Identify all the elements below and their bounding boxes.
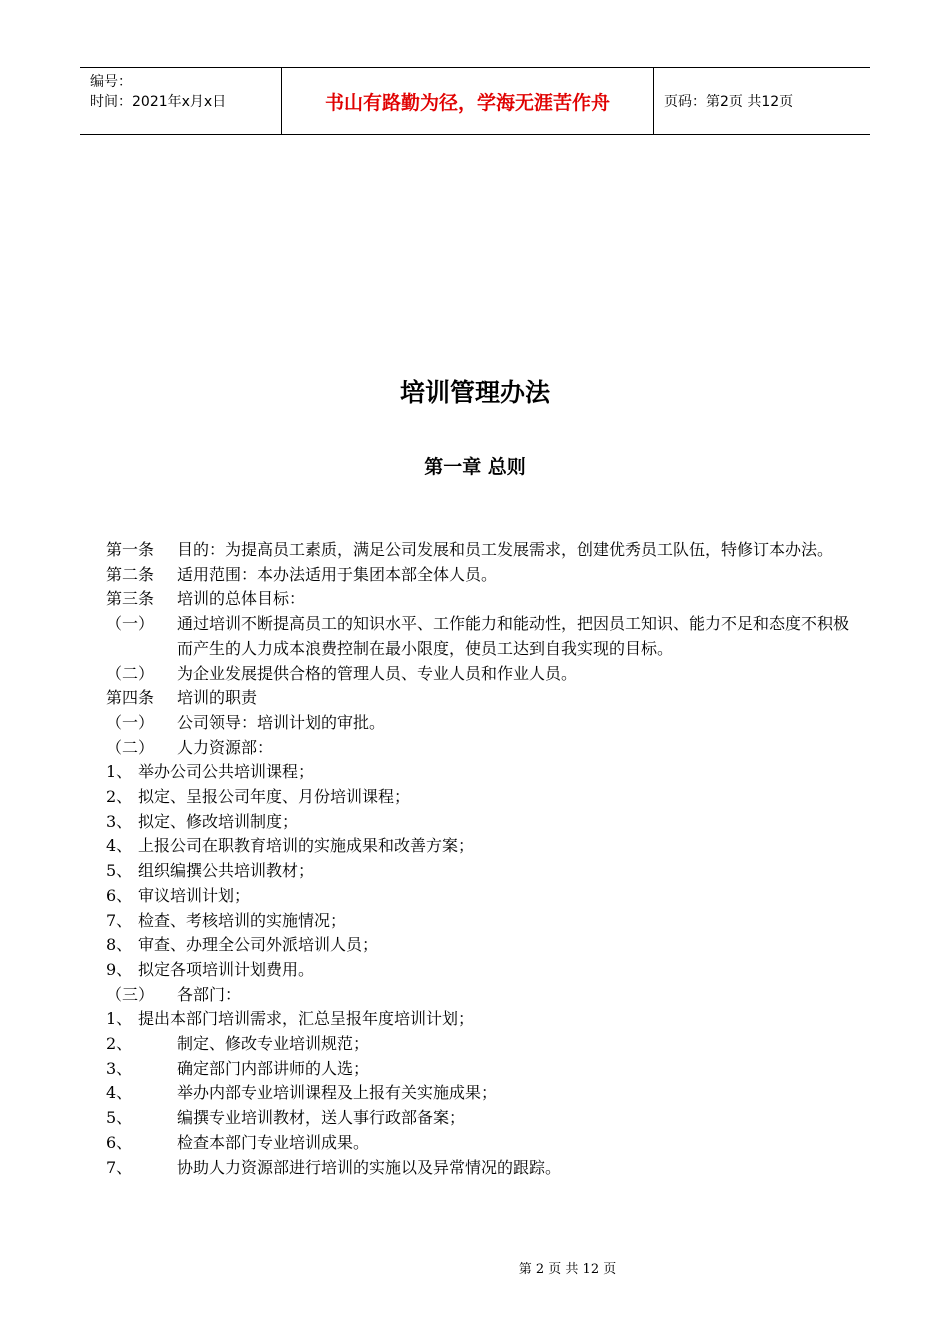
list-item-text: 举办内部专业培训课程及上报有关实施成果； — [177, 1083, 498, 1103]
footer-page-number: 第 2 页 共 12 页 — [518, 1262, 617, 1277]
article-text: 人力资源部： — [177, 737, 274, 757]
page-header — [80, 67, 870, 135]
article-row — [0, 736, 950, 761]
list-item-text: 提出本部门培训需求，汇总呈报年度培训计划； — [138, 1009, 475, 1029]
list-item-text: 审议培训计划； — [138, 885, 251, 905]
list-item-text: 拟定各项培训计划费用。 — [138, 959, 315, 979]
list-item — [0, 1032, 950, 1057]
list-item-text: 审查、办理全公司外派培训人员； — [138, 935, 379, 955]
document-title: 培训管理办法 — [399, 378, 550, 407]
list-item — [0, 810, 950, 835]
header-motto: 书山有路勤为径，学海无涯苦作舟 — [281, 68, 654, 134]
list-item-number: 2、 — [106, 1034, 133, 1054]
article-text: 目的：为提高员工素质，满足公司发展和员工发展需求，创建优秀员工队伍，特修订本办法。 — [177, 540, 834, 559]
article-label: （二） — [106, 737, 155, 757]
list-item-number: 1、 — [106, 1009, 133, 1029]
list-item-number: 5、 — [106, 861, 133, 881]
article-row — [0, 612, 950, 661]
article-text: 培训的职责 — [177, 688, 258, 708]
list-item — [0, 785, 950, 810]
list-item-text: 协助人力资源部进行培训的实施以及异常情况的跟踪。 — [177, 1157, 562, 1177]
list-item-text: 编撰专业培训教材，送人事行政部备案； — [177, 1108, 466, 1128]
article-row — [0, 711, 950, 736]
article-label: 第四条 — [106, 688, 155, 708]
list-item-number: 4、 — [106, 836, 133, 856]
article-row — [0, 563, 950, 588]
list-item — [0, 909, 950, 934]
article-text: 适用范围：本办法适用于集团本部全体人员。 — [177, 564, 498, 584]
list-item — [0, 884, 950, 909]
list-item-text: 举办公司公共培训课程； — [138, 762, 315, 782]
article-label: 第三条 — [106, 589, 155, 609]
list-item-number: 5、 — [106, 1108, 133, 1128]
list-item-number: 2、 — [106, 787, 133, 807]
list-item-number: 9、 — [106, 959, 133, 979]
page-footer — [0, 1258, 950, 1277]
list-item-number: 4、 — [106, 1083, 133, 1103]
list-item-number: 6、 — [106, 885, 133, 905]
list-item — [0, 1007, 950, 1032]
list-item — [0, 933, 950, 958]
document-body — [0, 538, 950, 1180]
list-item — [0, 859, 950, 884]
list-item — [0, 760, 950, 785]
list-item-text: 检查本部门专业培训成果。 — [177, 1132, 370, 1152]
chapter-heading: 第一章 总则 — [424, 456, 526, 478]
list-item-number: 3、 — [106, 811, 133, 831]
article-text: 通过培训不断提高员工的知识水平、工作能力和能动性，把因员工知识、能力不足和态度不积极而产生的人力成本浪费控制在最小限度，使员工达到自我实现的目标。 — [177, 614, 850, 658]
article-text: 为企业发展提供合格的管理人员、专业人员和作业人员。 — [177, 663, 578, 683]
time-label: 时间：2021年x月x日 — [90, 94, 227, 110]
article-row — [0, 983, 950, 1008]
article-label: 第二条 — [106, 564, 155, 584]
list-item-text: 制定、修改专业培训规范； — [177, 1034, 370, 1054]
list-item-number: 1、 — [106, 762, 133, 782]
article-row — [0, 587, 950, 612]
article-label: （二） — [106, 663, 155, 683]
header-page-info: 页码：第2页 共12页 — [664, 94, 794, 110]
list-item-number: 6、 — [106, 1132, 133, 1152]
list-item-text: 组织编撰公共培训教材； — [138, 861, 315, 881]
list-item-number: 7、 — [106, 1157, 133, 1177]
list-item — [0, 1131, 950, 1156]
list-item-number: 7、 — [106, 910, 133, 930]
list-item-text: 拟定、呈报公司年度、月份培训课程； — [138, 787, 411, 807]
header-meta — [80, 68, 281, 134]
article-text: 培训的总体目标： — [177, 589, 306, 609]
article-label: （三） — [106, 984, 155, 1004]
article-label: 第一条 — [106, 540, 155, 559]
list-item-text: 上报公司在职教育培训的实施成果和改善方案； — [138, 836, 475, 856]
article-label: （一） — [106, 712, 155, 732]
article-row — [0, 686, 950, 711]
list-item — [0, 1156, 950, 1181]
list-item — [0, 1057, 950, 1082]
article-label: （一） — [106, 614, 155, 634]
list-item-number: 8、 — [106, 935, 133, 955]
article-row — [0, 662, 950, 687]
list-item-text: 拟定、修改培训制度； — [138, 811, 299, 831]
article-row — [0, 538, 950, 563]
list-item-number: 3、 — [106, 1058, 133, 1078]
serial-label: 编号： — [90, 74, 132, 90]
article-text: 各部门： — [177, 984, 242, 1004]
list-item — [0, 1106, 950, 1131]
list-item-text: 确定部门内部讲师的人选； — [177, 1058, 370, 1078]
list-item-text: 检查、考核培训的实施情况； — [138, 910, 347, 930]
list-item — [0, 834, 950, 859]
list-item — [0, 1081, 950, 1106]
list-item — [0, 958, 950, 983]
article-text: 公司领导：培训计划的审批。 — [177, 712, 386, 732]
